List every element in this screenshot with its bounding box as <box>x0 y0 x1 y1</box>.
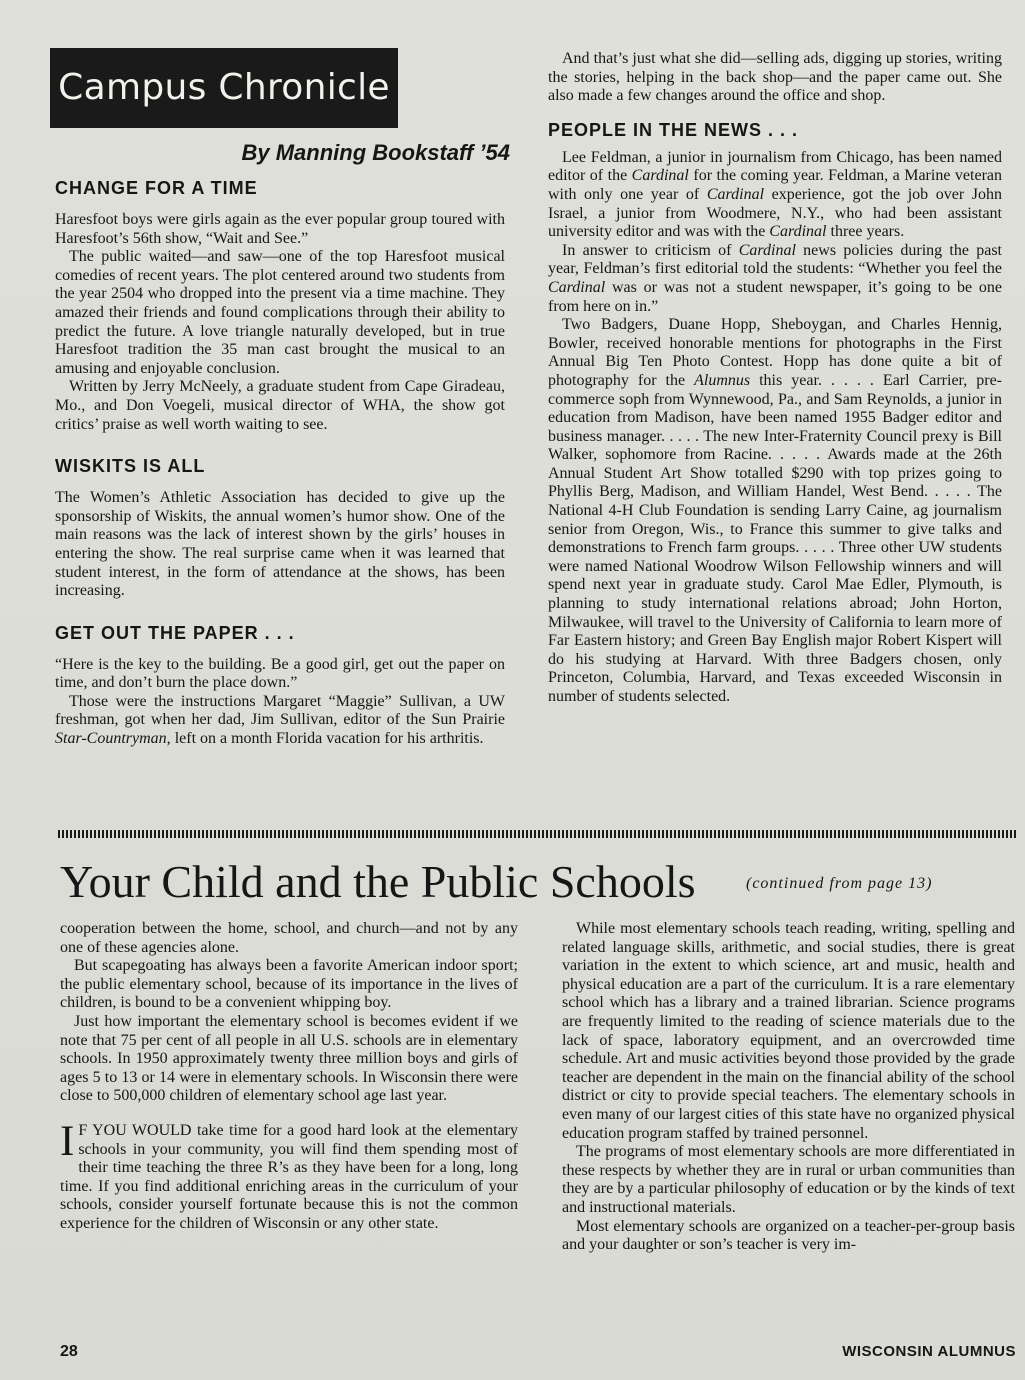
text-run: was or was not a student newspaper, it’s going to be one from here on in.” <box>548 278 1002 315</box>
continued-note: (continued from page 13) <box>746 875 933 892</box>
text-run: this year. . . . . Earl Carrier, pre-commerce soph from Wynnewood, Pa., and Sam Reynolds, a junior in education from Madison, have been named 1955 Badger editor and business manager. . . . . The new Inter-Fraternity Council prexy is Bill Walker, sophomore from Racine. . . . . Awards made at the 26th Annual Student Art Show totalled $290 with top prizes going to Phyllis Berg, Madison, and William Handel, West Bend. . . . . The National 4-H Club Foundation is sending Larry Caine, ag journalism senior from Oregon, Wis., to France this summer to give talks and demonstrations to French farm groups. . . . . Three other UW students were named National Woodrow Wilson Fellowship winners and will spend next year in graduate study. Carol Mae Edler, Plymouth, is planning to study international relations abroad; John Horton, Milwaukee, will travel to the University of California to learn more of Far Eastern history; and Green Bay English major Robert Kispert will do his studying at Harvard. With three Badgers chosen, only Princeton, Columbia, Harvard, and Texas exceeded Wisconsin in number of students selected. <box>548 371 1003 705</box>
campus-right-column <box>548 50 1002 707</box>
dotted-divider <box>58 830 1016 838</box>
publication-name: Star-Countryman, <box>55 730 171 748</box>
lead-in: F YOU WOULD <box>78 1121 192 1139</box>
byline: By Manning Bookstaff ’54 <box>241 140 510 165</box>
article-title: Your Child and the Public Schools <box>60 856 696 907</box>
publication-name: Cardinal <box>631 167 689 185</box>
article-right-column <box>562 920 1015 1255</box>
paragraph: The public waited—and saw—one of the top Haresfoot musical comedies of recent years. The plot centered around two students from the year 2504 who dropped into the present via a time machine. They amazed their friends and found complications through their ability to predict the future. A love triangle naturally developed, but in true Haresfoot tradition the 35 man cast brought the musical to an amusing and enjoyable conclusion. <box>55 248 505 377</box>
paragraph: The programs of most elementary schools are more differentiated in these respects by whether they are in rural or urban communities than they are by a particular philosophy of education or by the kinds of text and instructional materials. <box>562 1143 1015 1216</box>
section-heading: WISKITS IS ALL <box>55 456 206 477</box>
publication-name: Alumnus <box>694 371 751 389</box>
column-banner: Campus Chronicle <box>50 48 398 128</box>
paragraph: While most elementary schools teach reading, writing, spelling and related language skills, arithmetic, and social studies, there is great variation in the extent to which science, art and music, health and physical education are a part of the curriculum. It is a rare elementary school which has a library and a trained librarian. Science programs are frequently limited to the reading of science materials due to the lack of space, laboratory equipment, and an overcrowded time schedule. Art and music activities beyond those provided by the grade teacher are dependent in the main on the financial ability of the school district or city to provide special teachers. The elementary schools in even many of our largest cities of this state have no organized physical education program staffed by trained personnel. <box>562 920 1015 1142</box>
publication-name: Cardinal <box>769 223 827 241</box>
campus-left-column <box>55 178 505 749</box>
dropcap-paragraph <box>60 1117 519 1234</box>
text-run: three years. <box>826 223 905 241</box>
text-run: take time for a good hard look at the elementary schools in your community, you will find them spending most of their time teaching the three R’s as they have been for a long, long time. If you find additional enriching areas in the curriculum of your schools, consider yourself fortunate because this is not the common experience for the children of Wisconsin or any other state. <box>60 1121 519 1232</box>
section-heading: GET OUT THE PAPER . . . <box>55 622 295 643</box>
text-run: Those were the instructions Margaret “Maggie” Sullivan, a UW freshman, got when her dad, Jim Sullivan, editor of the Sun Prairie <box>55 692 505 729</box>
paragraph: But scapegoating has always been a favorite American indoor sport; the public elementary school, because of its importance in the lives of children, is bound to be a convenient whipping boy. <box>60 957 518 1012</box>
paragraph <box>55 693 505 749</box>
text-run: left on a month Florida vacation for his arthritis. <box>170 730 484 748</box>
article-left-column <box>60 920 518 1234</box>
paragraph: Most elementary schools are organized on a teacher-per-group basis and your daughter or son’s teacher is very im- <box>562 1217 1015 1254</box>
paragraph: Written by Jerry McNeely, a graduate student from Cape Giradeau, Mo., and Don Voegeli, musical director of WHA, the show got critics’ praise as well worth waiting to see. <box>55 378 505 433</box>
publication-name: Cardinal <box>738 241 796 259</box>
section-heading: CHANGE FOR A TIME <box>55 178 258 198</box>
paragraph: cooperation between the home, school, and church—and not by any one of these agencies alone. <box>60 920 518 956</box>
page-number: 28 <box>60 1343 78 1360</box>
drop-cap: I <box>60 1117 75 1165</box>
section-heading: PEOPLE IN THE NEWS . . . <box>548 119 799 140</box>
paragraph: “Here is the key to the building. Be a good girl, get out the paper on time, and don’t burn the place down.” <box>55 655 505 692</box>
publication-name-footer: WISCONSIN ALUMNUS <box>842 1343 1016 1360</box>
paragraph: And that’s just what she did—selling ads, digging up stories, writing the stories, helping in the back shop—and the paper came out. She also made a few changes around the office and shop. <box>548 50 1002 105</box>
text-run: Two Badgers, Duane Hopp, Sheboygan, and Charles Hennig, Bowler, received honorable mentions for photographs in the First Annual Big Ten Photo Contest. Hopp has done quite a bit of photography for the <box>548 316 1002 389</box>
paragraph: Just how important the elementary school is becomes evident if we note that 75 per cent of all people in all U.S. schools are in elementary schools. In 1950 approximately twenty three million boys and girls of ages 5 to 13 or 14 were in elementary schools. In Wisconsin there were close to 500,000 children of elementary school age last year. <box>60 1012 518 1105</box>
text-run: In answer to criticism of <box>562 241 739 259</box>
paragraph: The Women’s Athletic Association has decided to give up the sponsorship of Wiskits, the annual women’s humor show. One of the main reasons was the lack of interest shown by the girls’ houses in entering the show. The real surprise came when it was learned that student interest, in the form of attendance at the shows, has been increasing. <box>55 489 505 600</box>
text-run: experience, got the job over John Israel, a junior from Woodmere, N.Y., who had been assistant university editor and was with the <box>548 185 1003 241</box>
text-run: for the coming year. Feldman, a Marine veteran with only one year of <box>548 167 1003 203</box>
publication-name: Cardinal <box>548 278 606 296</box>
publication-name: Cardinal <box>706 185 765 203</box>
paragraph: Haresfoot boys were girls again as the ever popular group toured with Haresfoot’s 56th show, “Wait and See.” <box>55 211 505 247</box>
paragraph <box>548 149 1002 242</box>
text-run: news policies during the past year, Feldman’s first editorial told the students: “Whether you feel the <box>548 241 1002 278</box>
text-run: Lee Feldman, a junior in journalism from Chicago, has been named editor of the <box>548 148 1002 185</box>
paragraph <box>548 242 1002 316</box>
paragraph <box>548 316 1002 706</box>
